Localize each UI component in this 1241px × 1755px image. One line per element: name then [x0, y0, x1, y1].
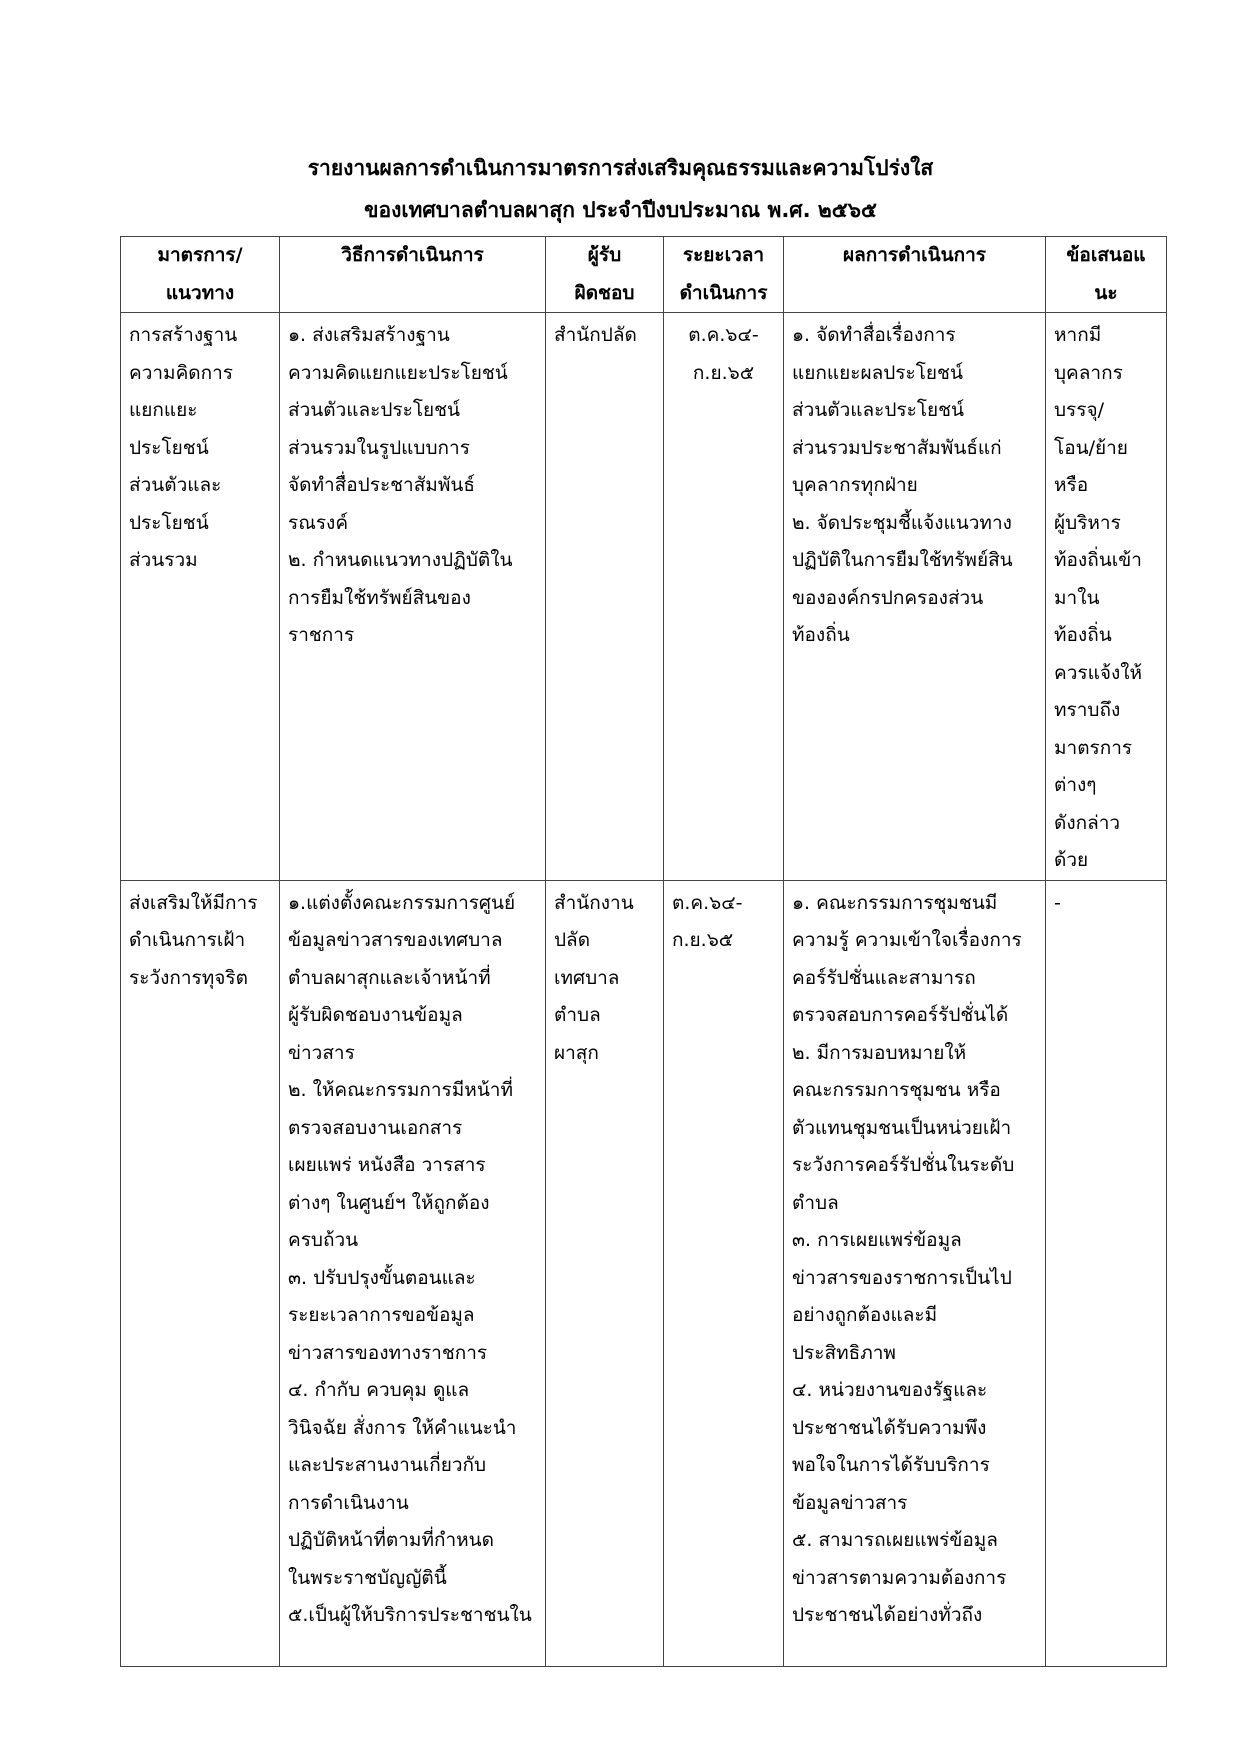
header-result [784, 237, 1046, 313]
text-line: ๑. ส่งเสริมสร้างฐาน [288, 324, 450, 346]
text-line: การยืมใช้ทรัพย์สินของ [288, 586, 471, 609]
text-line: ด้วย [1054, 849, 1089, 871]
text-line: การสร้างฐาน [129, 324, 238, 346]
text-line: ต.ค.๖๔- [688, 324, 759, 346]
text-line: แนวทาง [165, 281, 235, 304]
text-line: ตำบล [554, 1004, 601, 1026]
text-line: ครบถ้วน [288, 1229, 359, 1251]
measures-table [120, 236, 1167, 1667]
text-line: ผู้รับ [587, 244, 622, 266]
text-line: ส่งเสริมให้มีการ [129, 891, 258, 914]
text-line: ๑.แต่งตั้งคณะกรรมการศูนย์ [288, 891, 516, 914]
text-line: ประสิทธิภาพ [792, 1341, 896, 1364]
text-line: อย่างถูกต้องและมี [792, 1304, 938, 1326]
header-suggestion [1046, 237, 1167, 313]
text-line: มาตรการ/ [157, 244, 243, 266]
text-line: ต่างๆ ในศูนย์ฯ ให้ถูกต้อง [288, 1191, 490, 1214]
text-line: ปฏิบัติหน้าที่ตามที่กำหนด [288, 1529, 495, 1551]
text-line: โอน/ย้าย [1054, 436, 1128, 459]
result-cell [784, 880, 1046, 1666]
text-line: บุคลากรทุกฝ่าย [792, 474, 918, 496]
text-line: หรือ [1054, 474, 1089, 496]
text-line: ควรแจ้งให้ [1054, 661, 1143, 684]
text-line: ระวังการคอร์รัปชั่นในระดับ [792, 1154, 1015, 1176]
text-line: ข้อเสนอแ [1066, 244, 1146, 266]
table-header-row [121, 237, 1167, 313]
text-line: ประโยชน์ [129, 511, 209, 534]
text-line: ความคิดแยกแยะประโยชน์ [288, 361, 508, 384]
text-line: ๔. กำกับ ควบคุม ดูแล [288, 1379, 470, 1401]
text-line: บรรจุ/ [1054, 399, 1105, 421]
text-line: ๒. ให้คณะกรรมการมีหน้าที่ [288, 1079, 513, 1101]
text-line: ๓. การเผยแพร่ข้อมูล [792, 1229, 962, 1251]
responsible-cell [546, 313, 664, 881]
text-line: ข่าวสารของทางราชการ [288, 1341, 488, 1364]
text-line: ราชการ [288, 624, 355, 646]
text-line: ผู้รับผิดชอบงานข้อมูล [288, 1004, 463, 1026]
measure-cell [121, 313, 280, 881]
text-line: ข่าวสารของราชการเป็นไป [792, 1266, 1012, 1289]
text-line: ๒. จัดประชุมชี้แจ้งแนวทาง [792, 511, 1012, 534]
text-line: ข่าวสาร [288, 1041, 355, 1064]
header-method [280, 237, 546, 313]
text-line: ๑. จัดทำสื่อเรื่องการ [792, 324, 956, 346]
text-line: ท้องถิ่นเข้า [1054, 549, 1142, 571]
table-row [121, 880, 1167, 1666]
text-line: ข่าวสารตามความต้องการ [792, 1566, 1007, 1589]
method-cell [280, 880, 546, 1666]
text-line: บุคลากร [1054, 361, 1123, 384]
text-line: ๓. ปรับปรุงขั้นตอนและ [288, 1266, 476, 1289]
text-line: ๔. หน่วยงานของรัฐและ [792, 1379, 988, 1401]
text-line: เทศบาล [554, 966, 620, 989]
text-line: ส่วนรวมประชาสัมพันธ์แก่ [792, 436, 1002, 459]
text-line: - [1054, 891, 1061, 914]
text-line: ปลัด [554, 929, 591, 951]
text-line: ตัวแทนชุมชนเป็นหน่วยเฝ้า [792, 1116, 1012, 1139]
text-line: และประสานงานเกี่ยวกับ [288, 1454, 487, 1476]
text-line: ทราบถึง [1054, 699, 1121, 721]
text-line: สำนักปลัด [554, 324, 637, 346]
text-line: ผาสุก [554, 1041, 599, 1064]
report-subtitle: ของเทศบาลตำบลผาสุก ประจำปีงบประมาณ พ.ศ. ๒๕๖๕ [364, 198, 877, 222]
text-line: ผู้บริหาร [1054, 511, 1121, 534]
text-line: คอร์รัปชั่นและสามารถ [792, 966, 976, 989]
text-line: ขององค์กรปกครองส่วน [792, 586, 984, 609]
text-line: มาใน [1054, 586, 1100, 609]
result-cell [784, 313, 1046, 881]
text-line: จัดทำสื่อประชาสัมพันธ์ [288, 474, 475, 496]
text-line: มาตรการ [1054, 736, 1133, 759]
text-line: ส่วนรวมในรูปแบบการ [288, 436, 470, 459]
text-line: แยกแยะ [129, 399, 198, 421]
text-line: ก.ย.๖๕ [692, 361, 755, 384]
text-line: ประชาชนได้รับความพึง [792, 1416, 987, 1439]
text-line: ส่วนตัวและประโยชน์ [792, 399, 965, 421]
text-line: ท้องถิ่น [1054, 624, 1112, 646]
text-line: ข้อมูลข่าวสาร [792, 1491, 908, 1514]
text-line: ความคิดการ [129, 361, 233, 384]
text-line: ต.ค.๖๔- [672, 891, 743, 914]
text-line: ดำเนินการ [679, 281, 768, 304]
method-cell [280, 313, 546, 881]
text-line: แยกแยะผลประโยชน์ [792, 361, 963, 384]
header-measure [121, 237, 280, 313]
report-title: รายงานผลการดำเนินการมาตรการส่งเสริมคุณธรรมและความโปร่งใส [307, 156, 934, 180]
text-line: ระยะเวลา [682, 244, 765, 266]
measure-cell [121, 880, 280, 1666]
suggestion-cell [1046, 313, 1167, 881]
text-line: เผยแพร่ หนังสือ วารสาร [288, 1154, 486, 1176]
text-line: วินิจฉัย สั่งการ ให้คำแนะนำ [288, 1416, 517, 1439]
text-line: ๑. คณะกรรมการชุมชนมี [792, 891, 998, 914]
text-line: นะ [1094, 281, 1118, 304]
text-line: ส่วนตัวและ [129, 474, 222, 496]
text-line: ประโยชน์ [129, 436, 209, 459]
text-line: ท้องถิ่น [792, 624, 850, 646]
text-line: หากมี [1054, 324, 1102, 346]
text-line: ดำเนินการเฝ้า [129, 929, 246, 951]
text-line: ส่วนรวม [129, 549, 198, 571]
text-line: รณรงค์ [288, 511, 349, 534]
text-line: ปฏิบัติในการยืมใช้ทรัพย์สิน [792, 549, 1013, 571]
text-line: พอใจในการได้รับบริการ [792, 1454, 990, 1476]
text-line: ผลการดำเนินการ [842, 244, 986, 266]
text-line: ๒. กำหนดแนวทางปฏิบัติใน [288, 549, 513, 571]
suggestion-cell [1046, 880, 1167, 1666]
period-cell [664, 313, 784, 881]
responsible-cell [546, 880, 664, 1666]
text-line: ส่วนตัวและประโยชน์ [288, 399, 461, 421]
text-line: ตำบล [792, 1191, 839, 1214]
text-line: ต่างๆ [1054, 774, 1097, 796]
header-period [664, 237, 784, 313]
text-line: วิธีการดำเนินการ [341, 244, 484, 266]
text-line: ความรู้ ความเข้าใจเรื่องการ [792, 929, 1022, 951]
text-line: ในพระราชบัญญัตินี้ [288, 1566, 447, 1589]
text-line: ตำบลผาสุกและเจ้าหน้าที่ [288, 966, 491, 989]
period-cell [664, 880, 784, 1666]
text-line: ระยะเวลาการขอข้อมูล [288, 1304, 475, 1326]
text-line: ระวังการทุจริต [129, 966, 248, 989]
text-line: การดำเนินงาน [288, 1491, 409, 1514]
text-line: ตรวจสอบการคอร์รัปชั่นได้ [792, 1004, 1009, 1026]
text-line: ก.ย.๖๕ [672, 929, 734, 951]
text-line: ประชาชนได้อย่างทั่วถึง [792, 1604, 983, 1626]
text-line: ดังกล่าว [1054, 811, 1121, 834]
text-line: ตรวจสอบงานเอกสาร [288, 1116, 463, 1139]
text-line: ข้อมูลข่าวสารของเทศบาล [288, 929, 503, 951]
table-row [121, 313, 1167, 881]
text-line: สำนักงาน [554, 891, 634, 914]
text-line: ๕. สามารถเผยแพร่ข้อมูล [792, 1529, 998, 1551]
text-line: คณะกรรมการชุมชน หรือ [792, 1079, 1001, 1101]
text-line: ผิดชอบ [574, 281, 635, 304]
text-line: ๕.เป็นผู้ให้บริการประชาชนใน [288, 1604, 532, 1626]
header-responsible [546, 237, 664, 313]
text-line: ๒. มีการมอบหมายให้ [792, 1041, 967, 1064]
